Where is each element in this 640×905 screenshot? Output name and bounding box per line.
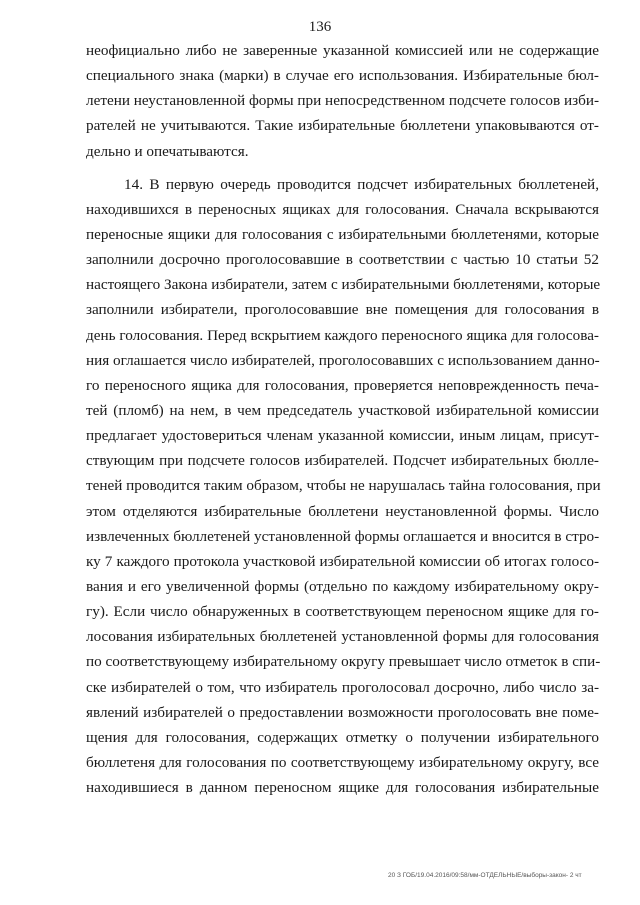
text-line: ку 7 каждого протокола участковой избирательной комиссии об итогах голосо-: [86, 552, 599, 570]
text-line: специального знака (марки) в случае его использования. Избирательные бюл-: [86, 67, 599, 85]
text-line: щения для голосования, содержащих отметку о получении избирательного: [86, 728, 599, 746]
text-line: переносные ящики для голосования с избирательными бюллетенями, которые: [86, 225, 599, 243]
text-line: предлагает удостовериться членам указанной комиссии, иным лицам, присут-: [86, 427, 599, 445]
text-line: неофициально либо не заверенные указанной комиссией или не содержащие: [86, 42, 599, 59]
text-line: настоящего Закона избиратели, затем с избирательными бюллетенями, которые: [86, 276, 601, 294]
paragraph-2: [86, 172, 599, 801]
text-line: заполнили досрочно проголосовавшие в соответствии с частью 10 статьи 52: [86, 251, 599, 269]
text-line: находившиеся в данном переносном ящике для голосования избирательные: [86, 779, 599, 797]
page-number: 136: [308, 19, 332, 35]
text-line: бюллетеня для голосования по соответствующему избирательному округу, все: [86, 753, 599, 771]
text-line: вания и его увеличенной формы (отдельно по каждому избирательному окру-: [86, 577, 599, 595]
text-line: этом отделяются избирательные бюллетени неустановленной формы. Число: [86, 502, 599, 520]
paragraph-gap: [86, 164, 599, 172]
footer-stamp: 20 З ГОБ/19.04.2016/09:58/мм-ОТДЕЛЬНЫЕ/выборы-закон- 2 чт: [388, 872, 582, 879]
text-line: лосования избирательных бюллетеней установленной формы для голосования: [86, 628, 599, 646]
paragraph-1: [86, 38, 599, 164]
text-line: ске избирателей о том, что избиратель проголосовал досрочно, либо число за-: [86, 678, 599, 696]
text-line: дельно и опечатываются.: [86, 142, 249, 160]
text-line: рателей не учитываются. Такие избирательные бюллетени упаковываются от-: [86, 117, 599, 135]
text-line: летени неустановленной формы при непосредственном подсчете голосов изби-: [86, 92, 599, 110]
text-line: заполнили избиратели, проголосовавшие вне помещения для голосования в: [86, 301, 599, 319]
text-line: го переносного ящика для голосования, проверяется неповрежденность печа-: [86, 376, 599, 394]
text-line: явлений избирателей о предоставлении возможности проголосовать вне поме-: [86, 703, 599, 721]
text-line: по соответствующему избирательному округу превышает число отметок в спи-: [86, 653, 601, 671]
text-line: 14. В первую очередь проводится подсчет избирательных бюллетеней,: [124, 175, 599, 193]
text-line: гу). Если число обнаруженных в соответствующем переносном ящике для го-: [86, 603, 599, 621]
text-line: ствующим при подсчете голосов избирателей. Подсчет избирательных бюлле-: [86, 452, 599, 470]
text-line: тей (пломб) на нем, в чем председатель участковой избирательной комиссии: [86, 401, 599, 419]
text-line: ния оглашается число избирателей, проголосовавших с использованием данно-: [86, 351, 600, 369]
text-line: извлеченных бюллетеней установленной формы оглашается и вносится в стро-: [86, 527, 600, 545]
text-line: теней проводится таким образом, чтобы не нарушалась тайна голосования, при: [86, 477, 601, 495]
document-body: [86, 38, 599, 800]
text-line: находившихся в переносных ящиках для голосования. Сначала вскрываются: [86, 200, 599, 218]
text-line: день голосования. Перед вскрытием каждого переносного ящика для голосова-: [86, 326, 599, 344]
